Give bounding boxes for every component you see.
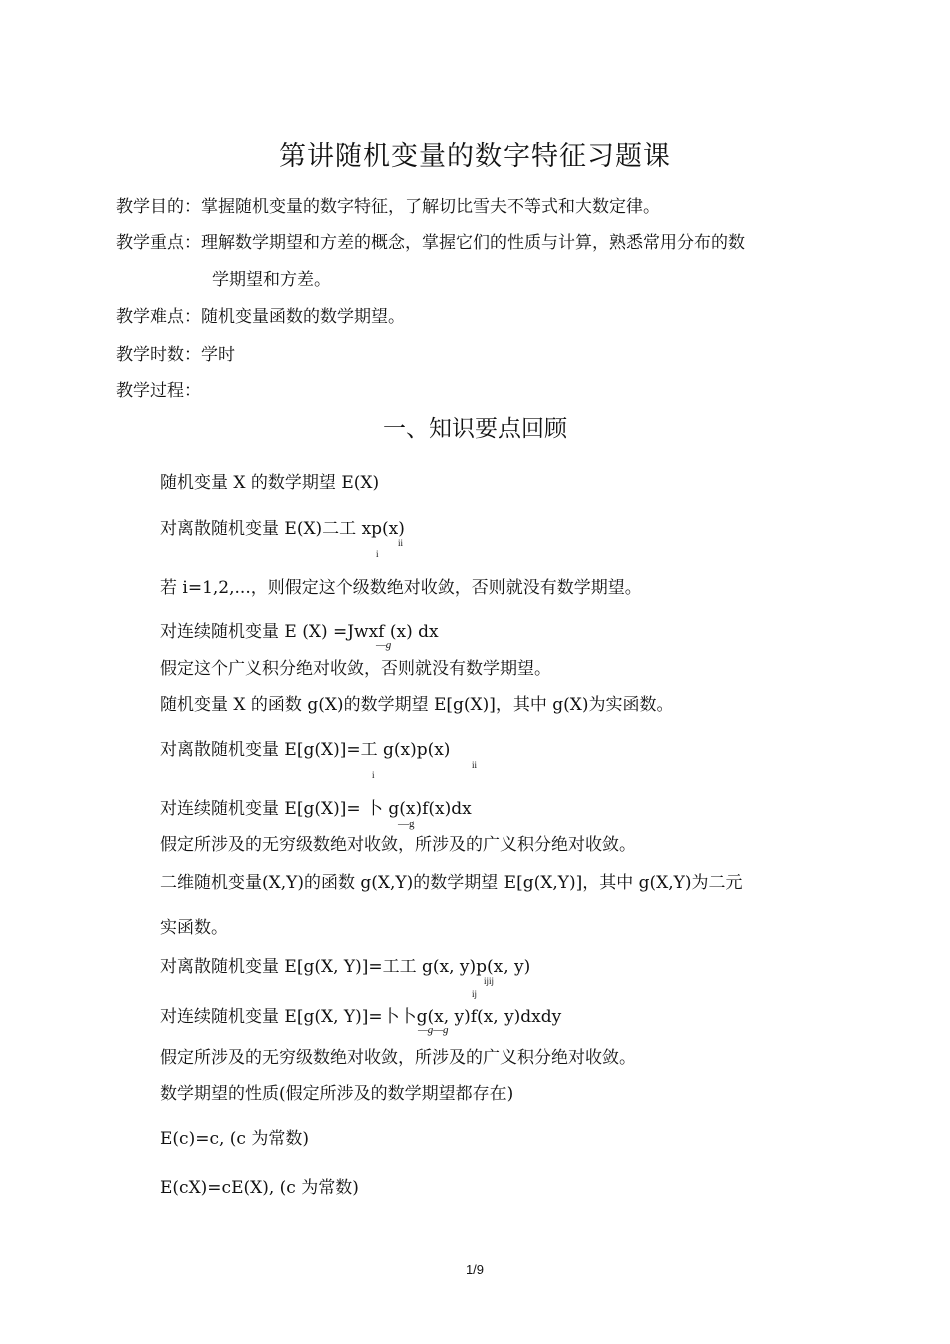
formula-subscript: —g xyxy=(376,639,392,651)
formula-subscript: ii xyxy=(472,760,478,770)
formula-subscript: i xyxy=(376,549,379,559)
formula-discrete-function-expectation: 对离散随机变量 E[g(X)]=工 g(x)p(x) xyxy=(160,740,451,760)
text-line: 实函数。 xyxy=(160,918,228,938)
text-line: 二维随机变量(X,Y)的函数 g(X,Y)的数学期望 E[g(X,Y)]，其中 g(X,Y)为二元 xyxy=(160,873,743,893)
text-line: 随机变量 X 的数学期望 E(X) xyxy=(160,473,380,493)
formula-continuous-function-expectation: 对连续随机变量 E[g(X)]= 卜 g(x)f(x)dx xyxy=(160,799,472,819)
page-number: 1/9 xyxy=(465,1262,485,1277)
text-line: 随机变量 X 的函数 g(X)的数学期望 E[g(X)]，其中 g(X)为实函数。 xyxy=(160,695,674,715)
formula-subscript: ijij xyxy=(484,976,495,986)
formula-discrete-expectation: 对离散随机变量 E(X)二工 xp(x) xyxy=(160,519,405,539)
teaching-process: 教学过程： xyxy=(116,381,201,401)
formula-subscript: ii xyxy=(398,538,404,548)
formula-subscript: i xyxy=(372,770,375,780)
formula-continuous-expectation: 对连续随机变量 E (X) =Jwxf (x) dx xyxy=(160,622,439,642)
formula-subscript: —g—g xyxy=(418,1024,449,1036)
formula-subscript: ij xyxy=(472,989,478,999)
text-line: 假定所涉及的无穷级数绝对收敛，所涉及的广义积分绝对收敛。 xyxy=(160,835,636,855)
text-line: 假定所涉及的无穷级数绝对收敛，所涉及的广义积分绝对收敛。 xyxy=(160,1048,636,1068)
page-title: 第讲随机变量的数字特征习题课 xyxy=(279,141,671,172)
teaching-hours: 教学时数：学时 xyxy=(116,345,235,365)
formula-2d-continuous-expectation: 对连续随机变量 E[g(X, Y)]=卜卜g(x, y)f(x, y)dxdy xyxy=(160,1007,562,1027)
text-line: 假定这个广义积分绝对收敛，否则就没有数学期望。 xyxy=(160,659,551,679)
teaching-objective: 教学目的：掌握随机变量的数字特征，了解切比雪夫不等式和大数定律。 xyxy=(116,197,660,217)
section-heading: 一、知识要点回顾 xyxy=(383,416,567,442)
text-line: 若 i=1,2,...，则假定这个级数绝对收敛，否则就没有数学期望。 xyxy=(160,578,642,598)
teaching-keypoints-cont: 学期望和方差。 xyxy=(212,270,331,290)
formula-2d-discrete-expectation: 对离散随机变量 E[g(X, Y)]=工工 g(x, y)p(x, y) xyxy=(160,957,531,977)
teaching-difficulty: 教学难点：随机变量函数的数学期望。 xyxy=(116,307,405,327)
formula-subscript: —g xyxy=(398,818,415,830)
text-line: 数学期望的性质(假定所涉及的数学期望都存在) xyxy=(160,1084,514,1104)
formula-property: E(c)=c, (c 为常数) xyxy=(160,1129,309,1149)
formula-property: E(cX)=cE(X), (c 为常数) xyxy=(160,1178,359,1198)
teaching-keypoints: 教学重点：理解数学期望和方差的概念，掌握它们的性质与计算，熟悉常用分布的数 xyxy=(116,233,745,253)
